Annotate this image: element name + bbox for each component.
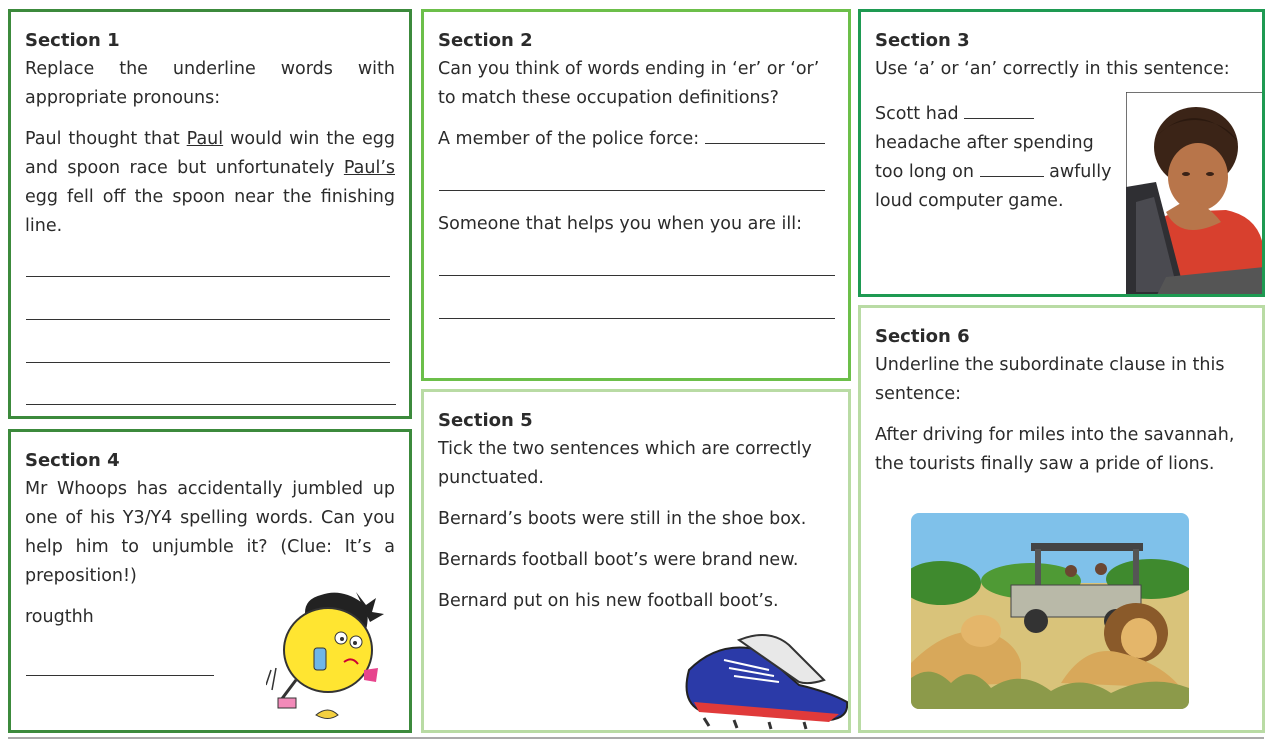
section-2-question-2-wrap (438, 210, 834, 239)
sentence-option-1[interactable]: Bernard’s boots were still in the shoe box. (438, 509, 807, 529)
section-1-content (25, 26, 395, 241)
answer-line-1[interactable] (26, 276, 390, 277)
section-2-title: Section 2 (438, 30, 533, 51)
section-2-content (438, 26, 834, 154)
section-4-title: Section 4 (25, 450, 120, 471)
mr-whoops-illustration (266, 590, 396, 725)
safari-lions-illustration (911, 513, 1189, 709)
section-5-content (438, 406, 834, 616)
bottom-rule (8, 737, 1264, 739)
section-4-instruction: Mr Whoops has accidentally jumbled up one of his Y3/Y4 spelling words. Can you help him to unjumble it? (Clue: It’s a preposition!) (25, 479, 395, 586)
section-3-sentence: Scott had headache after spending too long on awfully loud computer game. (875, 104, 1112, 211)
section-5-card (421, 389, 851, 733)
underlined-word-1: Paul (186, 129, 224, 149)
section-2-instruction: Can you think of words ending in ‘er’ or ‘or’ to match these occupation definitions? (438, 59, 820, 108)
section-6-title: Section 6 (875, 326, 970, 347)
section-4-card (8, 429, 412, 733)
answer-line-3[interactable] (26, 362, 390, 363)
answer-blank-police[interactable] (705, 142, 825, 144)
section-6-sentence[interactable]: After driving for miles into the savannah, the tourists finally saw a pride of lions. (875, 425, 1235, 474)
section-2-card (421, 9, 851, 381)
section-1-sentence: Paul thought that Paul would win the egg and spoon race but unfortunately Paul’s egg fell off the spoon near the finishing line. (25, 129, 395, 236)
sentence-option-2[interactable]: Bernards football boot’s were brand new. (438, 550, 799, 570)
underlined-word-2: Paul’s (343, 158, 395, 178)
section-3-title: Section 3 (875, 30, 970, 51)
answer-blank-article-2[interactable] (980, 175, 1044, 177)
jumbled-word: rougthh (25, 607, 94, 627)
answer-line-ill-1[interactable] (439, 275, 835, 276)
section-1-instruction: Replace the underline words with appropriate pronouns: (25, 59, 395, 108)
answer-line-ill-2[interactable] (439, 318, 835, 319)
section-6-content (875, 322, 1248, 479)
section-6-instruction: Underline the subordinate clause in this sentence: (875, 355, 1225, 404)
section-1-card (8, 9, 412, 419)
section-5-instruction: Tick the two sentences which are correctly punctuated. (438, 439, 812, 488)
section-3-card (858, 9, 1265, 297)
section-6-card (858, 305, 1265, 733)
section-2-question-2: Someone that helps you when you are ill: (438, 214, 802, 234)
section-3-content (875, 26, 1248, 84)
section-1-title: Section 1 (25, 30, 120, 51)
answer-blank-article-1[interactable] (964, 117, 1034, 119)
answer-line-2[interactable] (26, 319, 390, 320)
answer-line-unjumble[interactable] (26, 675, 214, 676)
answer-line-4[interactable] (26, 404, 396, 405)
section-5-title: Section 5 (438, 410, 533, 431)
section-2-question-1: A member of the police force: (438, 125, 834, 154)
section-3-instruction: Use ‘a’ or ‘an’ correctly in this sentence: (875, 59, 1230, 79)
football-boots-illustration (679, 630, 851, 730)
sentence-option-3[interactable]: Bernard put on his new football boot’s. (438, 591, 779, 611)
answer-line-police[interactable] (439, 190, 825, 191)
